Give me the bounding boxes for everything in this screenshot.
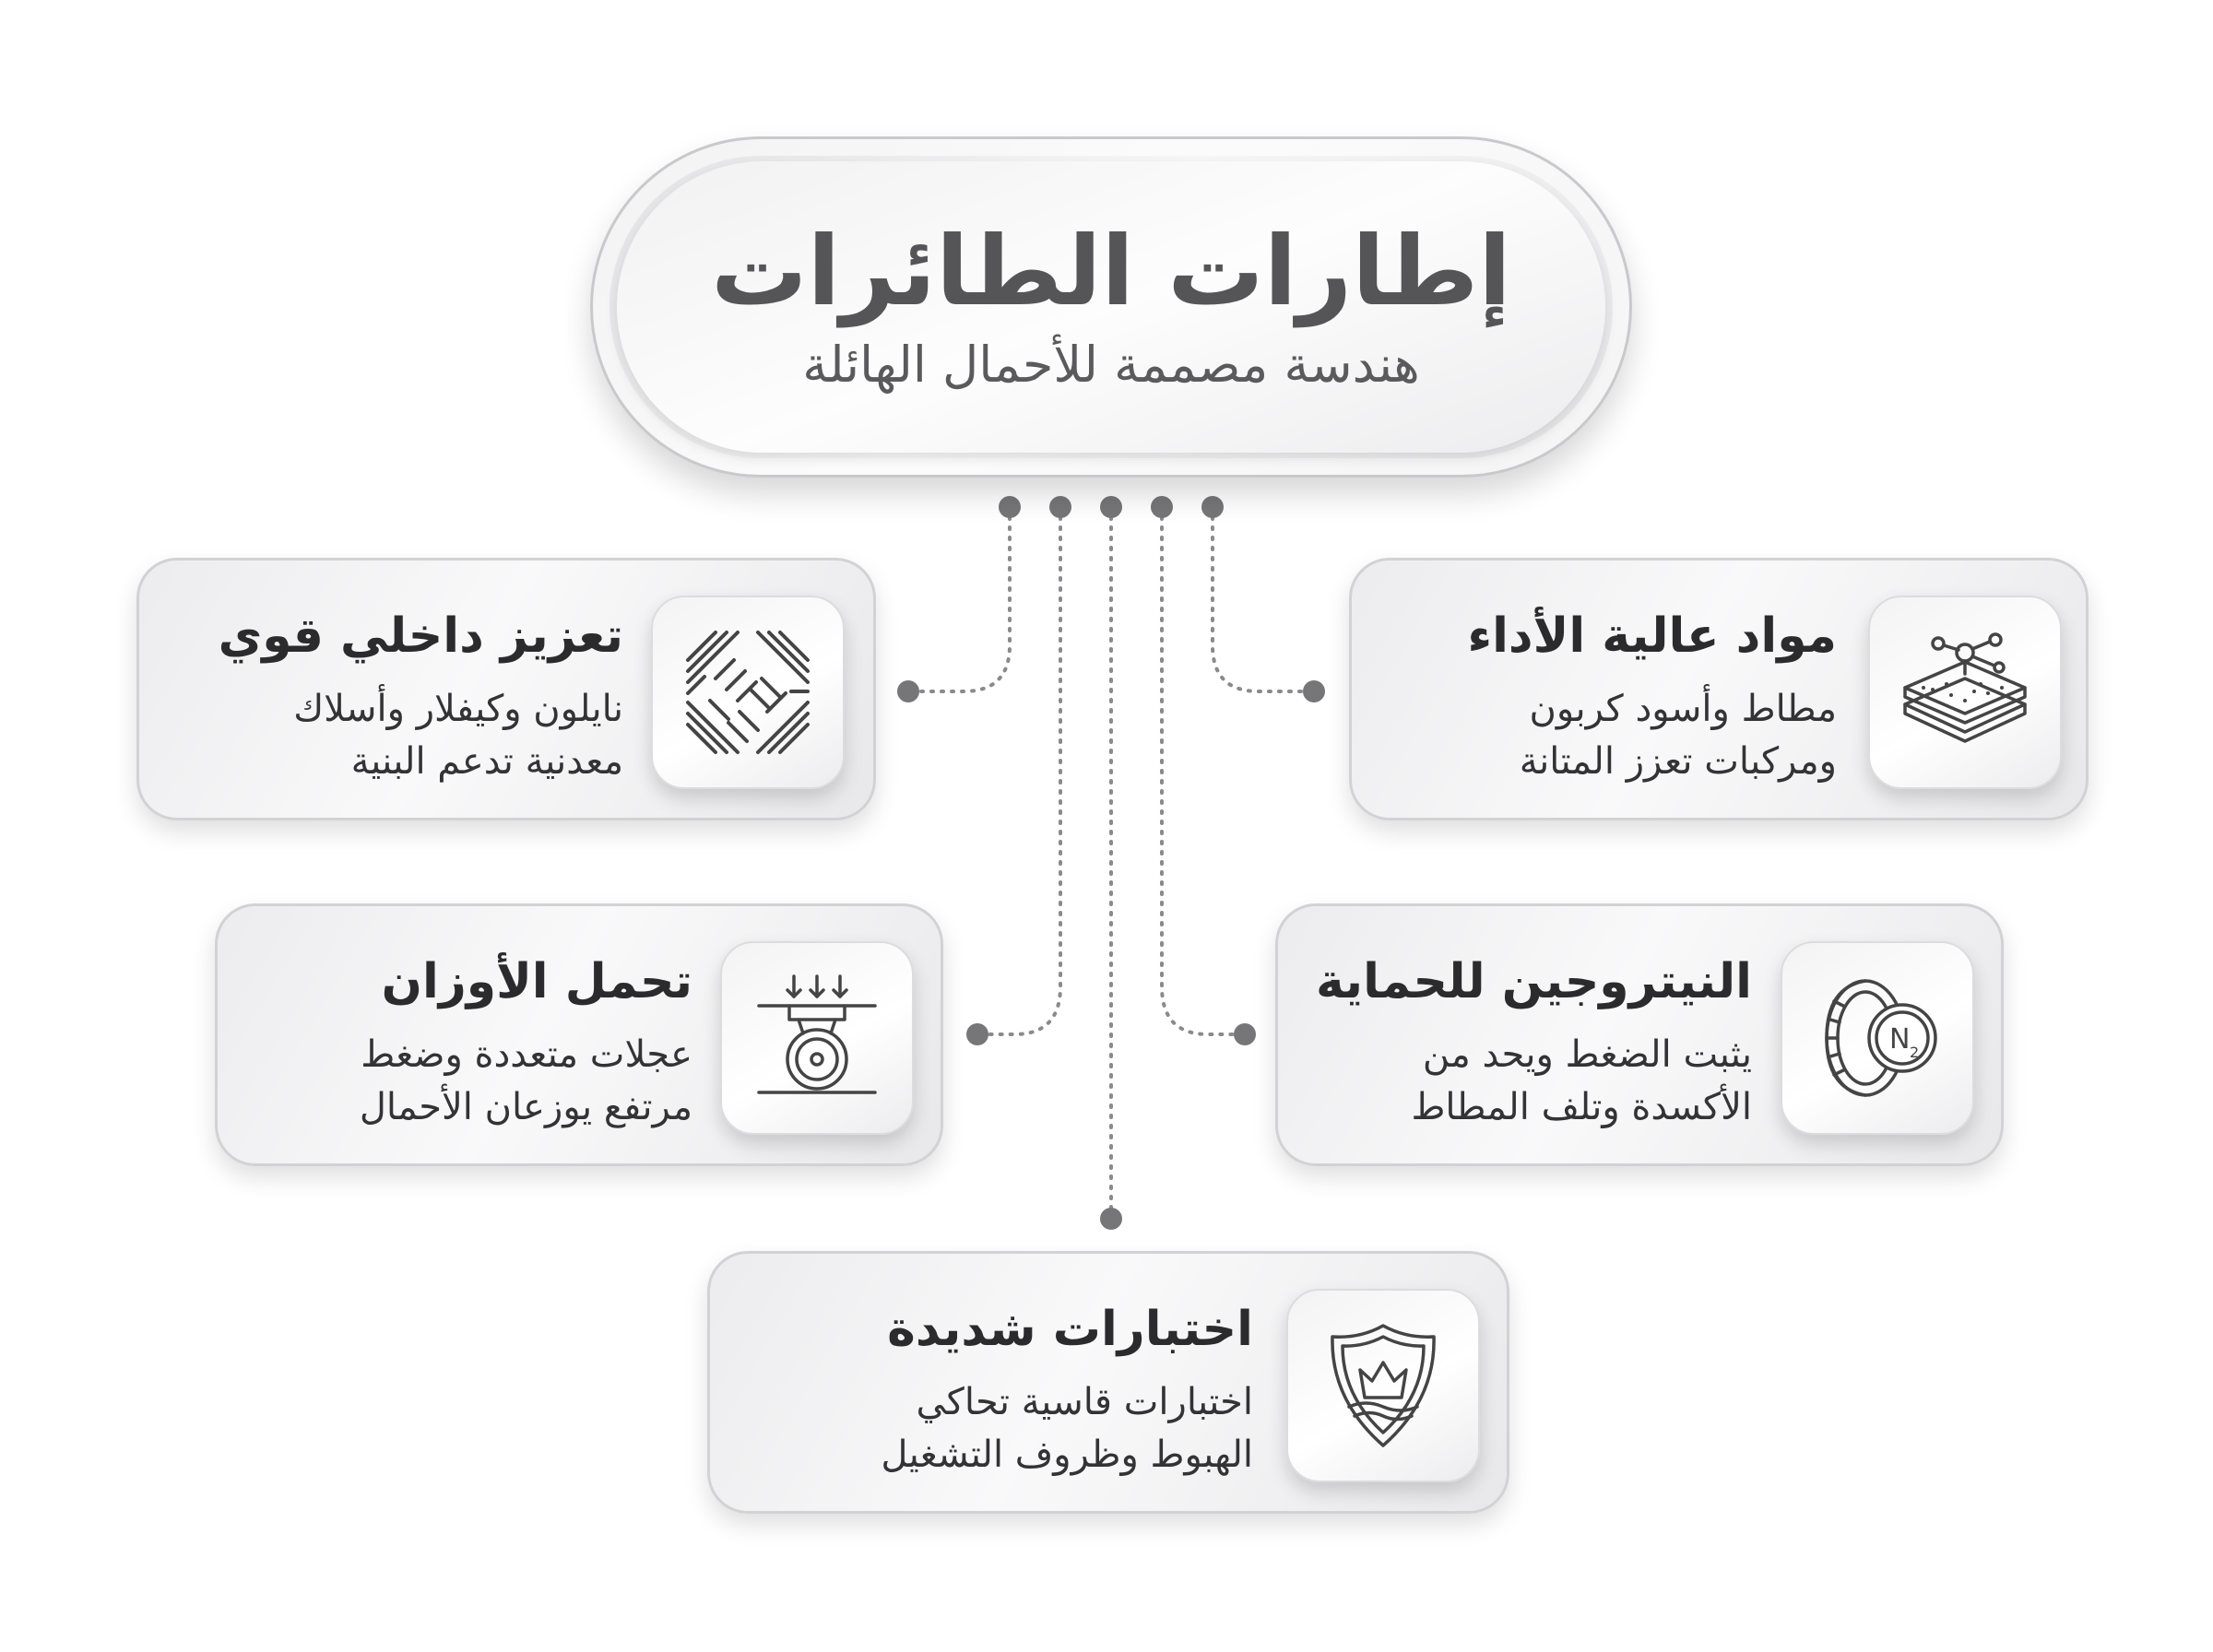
wheel-load-icon	[748, 969, 886, 1107]
connector-dot	[1201, 496, 1224, 518]
shield-crown-icon	[1314, 1316, 1452, 1455]
connector-to-card-4	[977, 507, 1060, 1034]
card-description	[1468, 683, 1838, 788]
connector-dot	[1049, 496, 1071, 518]
card-desc-line: مرتفع يوزعان الأحمال	[359, 1085, 692, 1128]
card-load-bearing	[215, 903, 943, 1166]
woven-fabric-icon	[679, 623, 817, 761]
card-description	[1316, 1029, 1752, 1134]
card-text	[1316, 952, 1752, 1134]
card-title: النيتروجين للحماية	[1316, 954, 1752, 1009]
card-desc-line: نايلون وكيفلار وأسلاك	[293, 688, 623, 730]
connector-dot	[1234, 1023, 1256, 1045]
card-internal-reinforcement	[136, 558, 876, 820]
page-title: إطارات الطائرات	[711, 215, 1511, 328]
connector-to-card-3	[1162, 507, 1245, 1034]
card-rigorous-testing	[707, 1251, 1509, 1514]
connector-to-card-1	[1213, 507, 1314, 691]
card-description	[218, 1029, 692, 1134]
card-desc-line: الهبوط وظروف التشغيل	[881, 1433, 1253, 1476]
connector-dot	[1303, 680, 1325, 702]
page-subtitle: هندسة مصممة للأحمال الهائلة	[802, 335, 1420, 394]
connector-dot	[1151, 496, 1173, 518]
connector-dot	[1100, 496, 1122, 518]
card-nitrogen-protection	[1275, 903, 2004, 1166]
card-text	[881, 1300, 1253, 1481]
card-icon-box	[1781, 941, 1974, 1135]
card-desc-line: عجلات متعددة وضغط	[361, 1033, 692, 1076]
card-desc-line: اختبارات قاسية تحاكي	[916, 1381, 1253, 1423]
card-desc-line: يثبت الضغط ويحد من	[1422, 1033, 1752, 1076]
connector-to-card-2	[908, 507, 1010, 691]
card-text	[218, 952, 692, 1134]
card-description	[139, 683, 623, 788]
card-title: تحمل الأوزان	[381, 954, 692, 1009]
card-icon-box	[1286, 1289, 1480, 1482]
tire-nitrogen-icon	[1808, 969, 1947, 1107]
card-high-performance-materials	[1349, 558, 2089, 820]
card-icon-box	[1868, 596, 2062, 789]
svg-text:N: N	[1889, 1023, 1911, 1056]
svg-text:2: 2	[1910, 1044, 1920, 1061]
card-text	[139, 607, 623, 788]
connector-dot	[999, 496, 1021, 518]
connector-dot	[1100, 1208, 1122, 1230]
card-desc-line: مطاط وأسود كربون	[1529, 688, 1837, 730]
card-desc-line: الأكسدة وتلف المطاط	[1411, 1085, 1752, 1128]
card-text	[1468, 607, 1838, 788]
connector-dot	[966, 1023, 988, 1045]
card-description	[881, 1376, 1253, 1481]
card-desc-line: معدنية تدعم البنية	[350, 739, 623, 783]
card-title: مواد عالية الأداء	[1467, 608, 1837, 664]
layers-molecule-icon	[1896, 623, 2034, 761]
card-icon-box	[720, 941, 914, 1135]
title-pill	[590, 136, 1632, 478]
card-title: تعزيز داخلي قوي	[218, 608, 623, 664]
card-icon-box	[651, 596, 845, 789]
card-desc-line: ومركبات تعزز المتانة	[1519, 739, 1837, 783]
connector-dot	[897, 680, 919, 702]
card-title: اختبارات شديدة	[887, 1302, 1253, 1357]
